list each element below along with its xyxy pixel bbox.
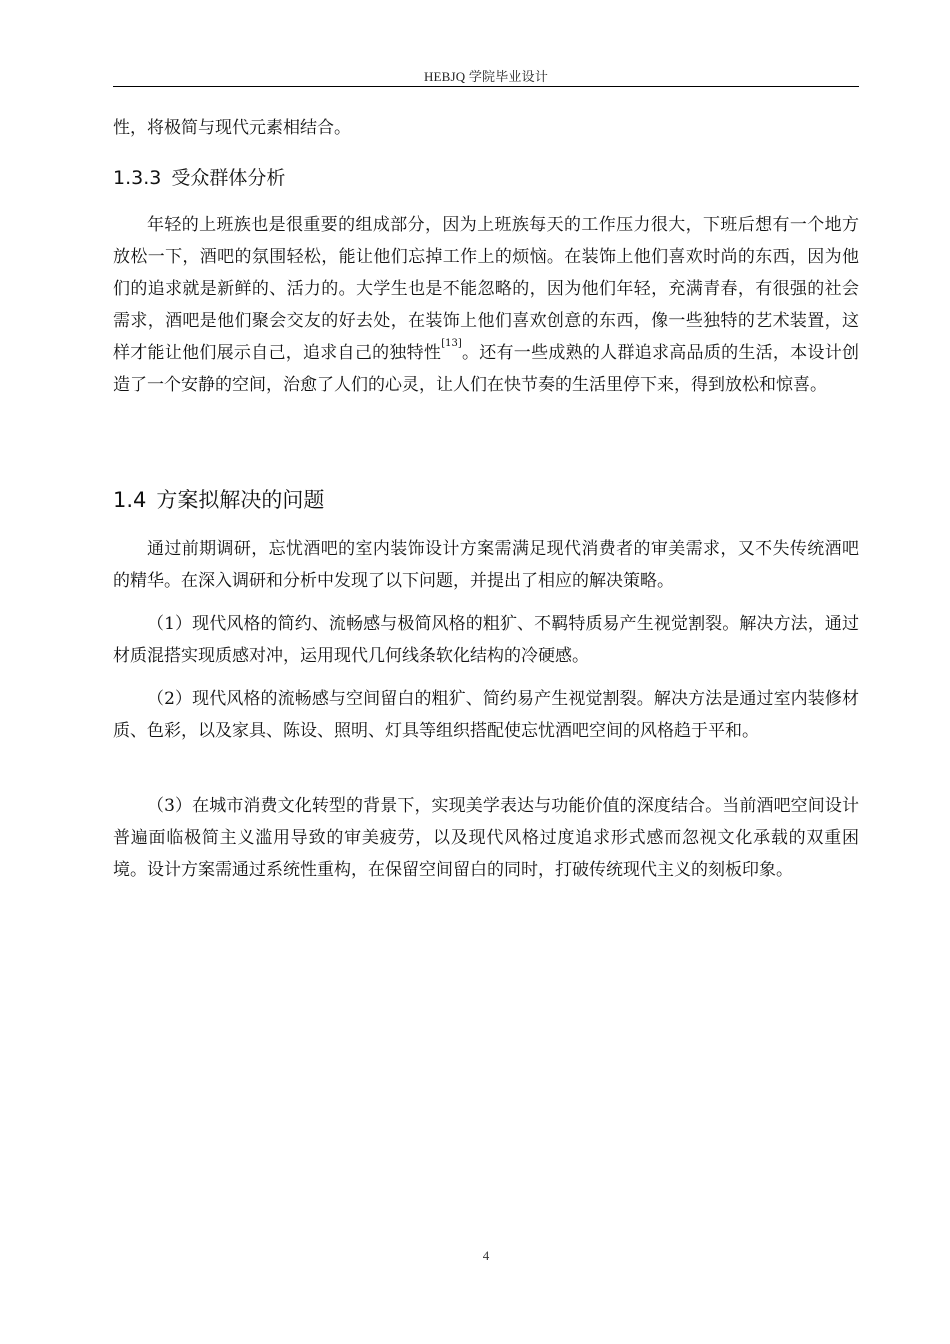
page-number: 4 — [482, 1248, 490, 1263]
audience-text: 年轻的上班族也是很重要的组成部分，因为上班族每天的工作压力很大，下班后想有一个地方放松一下，酒吧的氛围轻松，能让他们忘掉工作上的烦恼。在装饰上他们喜欢时尚的东西，因为他们的追求就是新鲜的、活力的。大学生也是不能忽略的，因为他们年轻，充满青春，有很强的社会需求，酒吧是他们聚会交友的好去处，在装饰上他们喜欢创意的东西，像一些独特的艺术装置，这样才能让他们展示自己，追求自己的独特性 — [113, 215, 859, 363]
header-rule — [113, 86, 859, 87]
section-heading-1-4 — [113, 484, 859, 514]
problem-item-3: （3）在城市消费文化转型的背景下，实现美学表达与功能价值的深度结合。当前酒吧空间设计普遍面临极简主义滥用导致的审美疲劳，以及现代风格过度追求形式感而忽视文化承载的双重困境。设计方案需通过系统性重构，在保留空间留白的同时，打破传统现代主义的刻板印象。 — [113, 796, 859, 880]
running-header: HEBJQ 学院毕业设计 — [423, 69, 549, 84]
section-number: 1.4 — [113, 488, 147, 512]
problem-item-2: （2）现代风格的流畅感与空间留白的粗犷、简约易产生视觉割裂。解决方法是通过室内装修材质、色彩，以及家具、陈设、照明、灯具等组织搭配使忘忧酒吧空间的风格趋于平和。 — [113, 689, 859, 741]
citation-ref: [13] — [441, 338, 462, 349]
section-heading-1-3-3 — [113, 163, 859, 190]
audience-text-continued: 。还有一些成熟的人群追求高品质的生活，本设计创造了一个安静的空间，治愈了人们的心灵，让人们在快节奏的生活里停下来，得到放松和惊喜。 — [113, 343, 859, 395]
intro-paragraph: 通过前期调研，忘忧酒吧的室内装饰设计方案需满足现代消费者的审美需求，又不失传统酒吧的精华。在深入调研和分析中发现了以下问题，并提出了相应的解决策略。 — [113, 539, 859, 591]
section-number: 1.3.3 — [113, 167, 162, 189]
problem-item-1: （1）现代风格的简约、流畅感与极简风格的粗犷、不羁特质易产生视觉割裂。解决方法，通过材质混搭实现质感对冲，运用现代几何线条软化结构的冷硬感。 — [113, 614, 859, 666]
section-title: 方案拟解决的问题 — [156, 488, 325, 512]
audience-paragraph — [113, 209, 859, 401]
section-title: 受众群体分析 — [171, 167, 286, 189]
continuation-paragraph: 性，将极简与现代元素相结合。 — [113, 118, 351, 138]
